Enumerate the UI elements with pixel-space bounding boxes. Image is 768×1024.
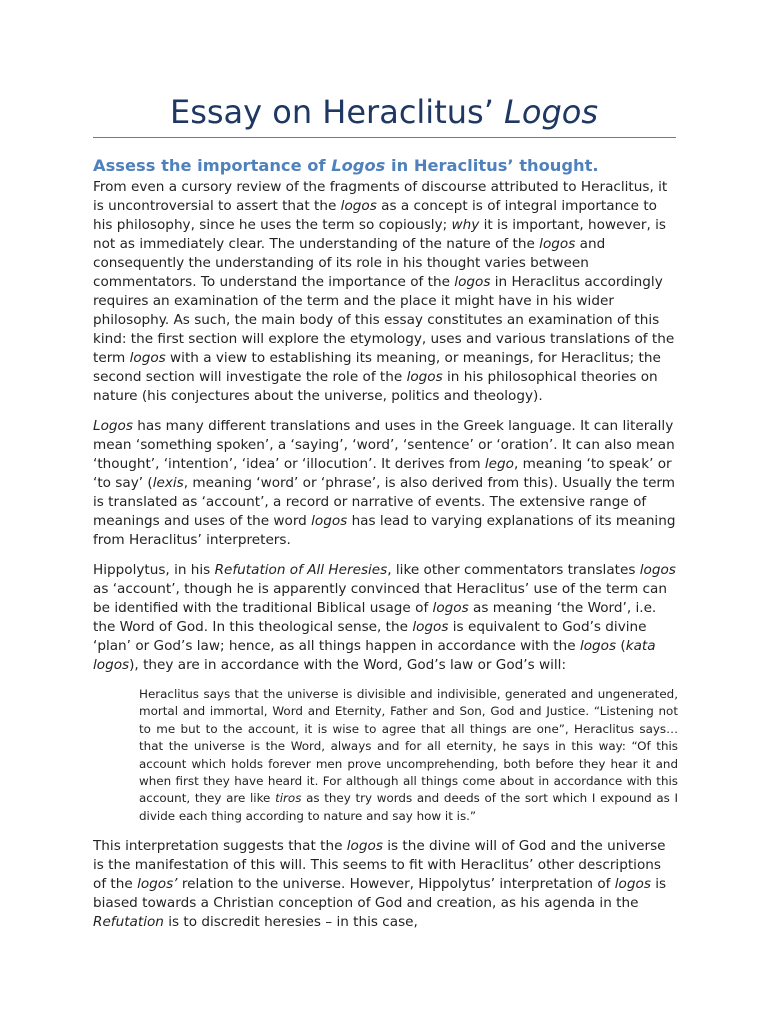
paragraph-etymology: Logos has many different translations and uses in the Greek language. It can literally mean ‘something spoken’, a ‘saying’, ‘word’, ‘sentence’ or ‘oration’. It can also mean ‘thought’, ‘intention’, ‘idea’ or ‘illocution’. It derives from lego, meaning ‘to speak’ or ‘to say’ (lexis, meaning ‘word’ or ‘phrase’, is also derived from this). Usually the term is translated as ‘account’, a record or narrative of events. The extensive range of meanings and uses of the word logos has lead to varying explanations of its meaning from Heraclitus’ interpreters. [93,418,676,548]
essay-question-heading: Assess the importance of Logos in Heraclitus’ thought. [93,156,599,175]
paragraph-interpretation: This interpretation suggests that the logos is the divine will of God and the universe is the manifestation of this will. This seems to fit with Heraclitus’ other descriptions of the logos’ relation to the universe. However, Hippolytus’ interpretation of logos is biased towards a Christian conception of God and creation, as his agenda in the Refutation is to discredit heresies – in this case, [93,838,667,931]
paragraph-hippolytus: Hippolytus, in his Refutation of All Heresies, like other commentators translates logos as ‘account’, though he is apparently convinced that Heraclitus’ use of the term can be identified with the traditional Biblical usage of logos as meaning ‘the Word’, i.e. the Word of God. In this theological sense, the logos is equivalent to God’s divine ‘plan’ or God’s law; hence, as all things happen in accordance with the logos (kata logos), they are in accordance with the Word, God’s law or God’s will: [93,562,676,673]
title-text: Essay on Heraclitus’ [169,93,505,131]
title-italic-text: Logos [504,93,598,131]
block-quote: Heraclitus says that the universe is divisible and indivisible, generated and ungenerated, mortal and immortal, Word and Eternity, Father and Son, God and Justice. “Listening not to me but to the account, it is wise to agree that all things are one”, Heraclitus says… that the universe is the Word, always and for all eternity, he says in this way: “Of this account which holds forever men prove uncomprehending, both before they hear it and when first they have heard it. For although all things come about in accordance with this account, they are like tiros as they try words and deeds of the sort which I expound as I divide each thing according to nature and say how it is.” [139,687,679,823]
paragraph-introduction: From even a cursory review of the fragments of discourse attributed to Heraclitus, it is uncontroversial to assert that the logos as a concept is of integral importance to his philosophy, since he uses the term so copiously; why it is important, however, is not as immediately clear. The understanding of the nature of the logos and consequently the understanding of its role in his thought varies between commentators. To understand the importance of the logos in Heraclitus accordingly requires an examination of the term and the place it might have in his wider philosophy. As such, the main body of this essay constitutes an examination of this kind: the first section will explore the etymology, uses and various translations of the term logos with a view to establishing its meaning, or meanings, for Heraclitus; the second section will investigate the role of the logos in his philosophical theories on nature (his conjectures about the universe, politics and theology). [93,179,675,404]
document-body [93,154,678,943]
title-divider [93,137,676,138]
document-title [0,92,768,132]
